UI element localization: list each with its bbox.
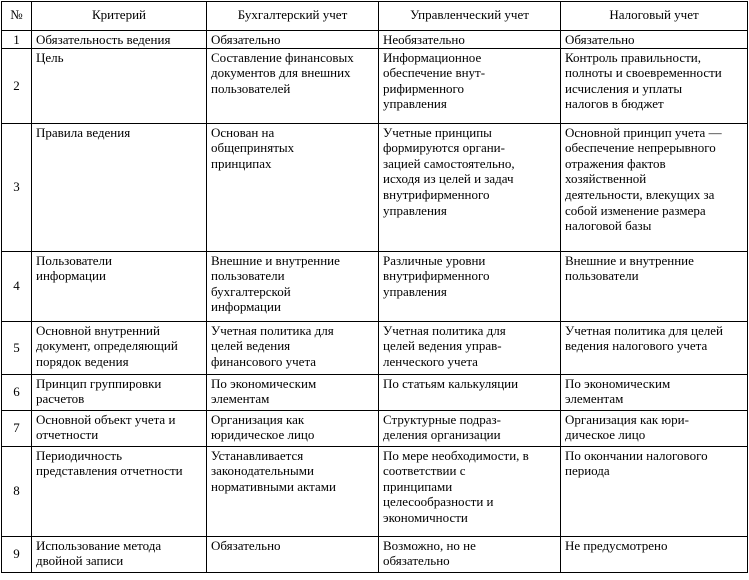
table-row bbox=[2, 410, 748, 446]
tax-cell: Не предусмотрено bbox=[561, 536, 748, 572]
management-cell: Учетные принципы формируются органи- зацией самостоятельно, исходя из целей и задач внутрифирменного управления bbox=[379, 123, 561, 251]
tax-cell: Обязательно bbox=[561, 31, 748, 49]
table-row bbox=[2, 31, 748, 49]
header-management: Управленческий учет bbox=[379, 2, 561, 31]
accounting-cell: Организация как юридическое лицо bbox=[207, 410, 379, 446]
management-cell: Структурные подраз- деления организации bbox=[379, 410, 561, 446]
header-tax: Налоговый учет bbox=[561, 2, 748, 31]
management-cell: Необязательно bbox=[379, 31, 561, 49]
management-cell: Возможно, но не обязательно bbox=[379, 536, 561, 572]
criterion-cell: Обязательность ведения bbox=[32, 31, 207, 49]
criterion-cell: Периодичность представления отчетности bbox=[32, 446, 207, 536]
criterion-cell: Основной объект учета и отчетности bbox=[32, 410, 207, 446]
header-num: № bbox=[2, 2, 32, 31]
tax-cell: Организация как юри- дическое лицо bbox=[561, 410, 748, 446]
management-cell: По статьям калькуляции bbox=[379, 374, 561, 410]
table-row bbox=[2, 446, 748, 536]
row-number: 2 bbox=[2, 48, 32, 123]
row-number: 5 bbox=[2, 321, 32, 374]
row-number: 8 bbox=[2, 446, 32, 536]
tax-cell: Контроль правильности, полноты и своевременности исчисления и уплаты налогов в бюджет bbox=[561, 48, 748, 123]
management-cell: Различные уровни внутрифирменного управления bbox=[379, 251, 561, 321]
row-number: 1 bbox=[2, 31, 32, 49]
table-row bbox=[2, 48, 748, 123]
table-row bbox=[2, 251, 748, 321]
accounting-cell: Обязательно bbox=[207, 31, 379, 49]
criterion-cell: Пользователи информации bbox=[32, 251, 207, 321]
accounting-cell: Устанавливается законодательными нормативными актами bbox=[207, 446, 379, 536]
table-row bbox=[2, 321, 748, 374]
table-row bbox=[2, 536, 748, 572]
management-cell: Учетная политика для целей ведения управ- ленческого учета bbox=[379, 321, 561, 374]
row-number: 3 bbox=[2, 123, 32, 251]
header-criterion: Критерий bbox=[32, 2, 207, 31]
header-row bbox=[2, 2, 748, 31]
accounting-cell: По экономическим элементам bbox=[207, 374, 379, 410]
management-cell: По мере необходимости, в соответствии с принципами целесообразности и экономичности bbox=[379, 446, 561, 536]
row-number: 6 bbox=[2, 374, 32, 410]
tax-cell: По экономическим элементам bbox=[561, 374, 748, 410]
accounting-cell: Обязательно bbox=[207, 536, 379, 572]
tax-cell: Основной принцип учета — обеспечение непрерывного отражения фактов хозяйственной деятельности, влекущих за собой изменение размера налоговой базы bbox=[561, 123, 748, 251]
criterion-cell: Правила ведения bbox=[32, 123, 207, 251]
criterion-cell: Цель bbox=[32, 48, 207, 123]
tax-cell: Учетная политика для целей ведения налогового учета bbox=[561, 321, 748, 374]
tax-cell: По окончании налогового периода bbox=[561, 446, 748, 536]
criterion-cell: Использование метода двойной записи bbox=[32, 536, 207, 572]
row-number: 7 bbox=[2, 410, 32, 446]
tax-cell: Внешние и внутренние пользователи bbox=[561, 251, 748, 321]
table-row bbox=[2, 123, 748, 251]
criterion-cell: Основной внутренний документ, определяющий порядок ведения bbox=[32, 321, 207, 374]
row-number: 9 bbox=[2, 536, 32, 572]
criterion-cell: Принцип группировки расчетов bbox=[32, 374, 207, 410]
comparison-table bbox=[1, 1, 748, 573]
table-row bbox=[2, 374, 748, 410]
accounting-cell: Составление финансовых документов для внешних пользователей bbox=[207, 48, 379, 123]
row-number: 4 bbox=[2, 251, 32, 321]
accounting-cell: Внешние и внутренние пользователи бухгалтерской информации bbox=[207, 251, 379, 321]
management-cell: Информационное обеспечение внут- рифирменного управления bbox=[379, 48, 561, 123]
accounting-cell: Основан на общепринятых принципах bbox=[207, 123, 379, 251]
header-accounting: Бухгалтерский учет bbox=[207, 2, 379, 31]
accounting-cell: Учетная политика для целей ведения финансового учета bbox=[207, 321, 379, 374]
